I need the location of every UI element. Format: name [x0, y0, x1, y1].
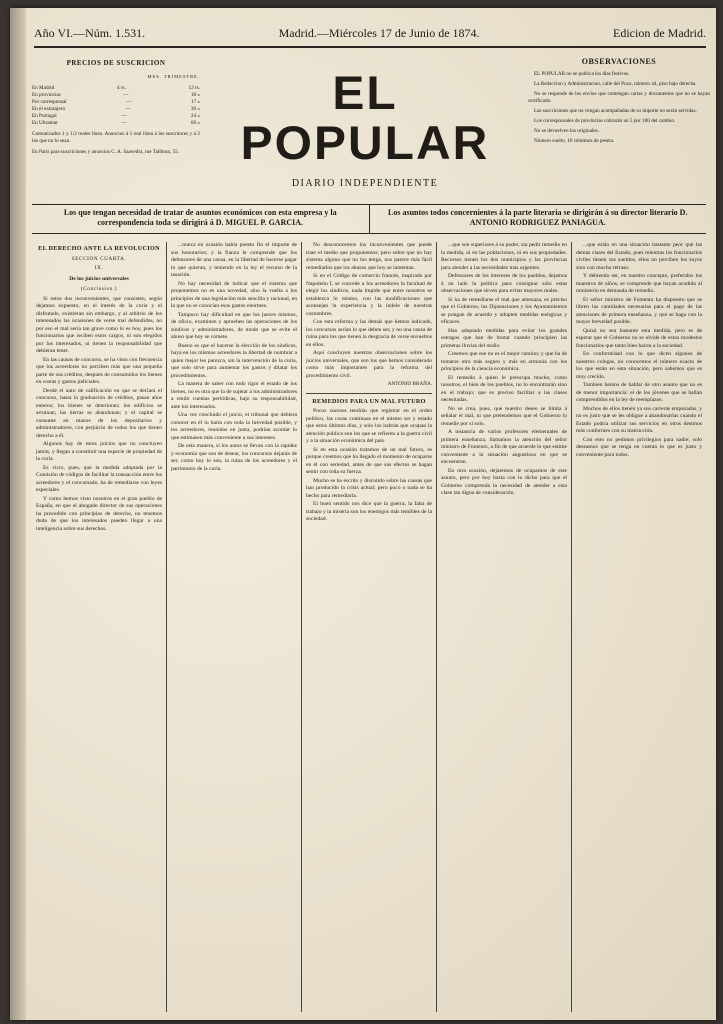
subscription-columns: MES. TRIMESTRE.	[147, 74, 200, 79]
paragraph: ...que son superiores á su poder, sin pedir remedio en la medida, ni en las poblaciones, ni en sus propiedades. Recursos tienen los dos municipios y las provincias para atender a las necesidades más urgentes.	[441, 242, 567, 271]
paragraph: Han adoptado medidas para evitar los grandes estragos que han de brotar cuando principien las primeras lluvias del otoño.	[441, 327, 567, 349]
paragraph: Tambien hemos de hablar de otro asunto que no es de menor importancia: el de los jóvenes que se hallan comprendidos en la ley de reemplazos.	[576, 382, 702, 403]
divider	[306, 393, 432, 394]
subscription-row: En provincias — 18 »	[32, 92, 200, 98]
article-columns	[32, 242, 706, 1012]
notice-literary: Los asuntos todos concernientes á la parte literaria se dirigirán á su director literario D. ANTONIO RODRIGUEZ PANIAGUA.	[388, 208, 688, 227]
continuation: (Conclusion.)	[80, 286, 118, 292]
column-1	[32, 242, 167, 1012]
paragraph: De esta manera, si los autos se llevan con la rapidez y economía que son de desear, los concursos dejarán de ser, como hoy lo son, la ruina de los acreedores y el patrimonio de la curia.	[171, 443, 297, 472]
paragraph: Y como hemos visto nosotros en el gran pueblo de España, en que el abogado director de sus operaciones ha procedido con principios de derecho, no tenemos duda de que los interesados pueden llegar a una inteligencia sobre sus derechos.	[36, 495, 162, 532]
paragraph: En otra ocasión, dejaremos de ocuparnos de este asunto, pero por hoy basta con lo dicho para que el Gobierno comprenda la necesidad de atender a esta clase tan digna de consideración.	[441, 467, 567, 496]
roman-numeral: IX.	[94, 265, 104, 271]
observation-item: EL POPULAR no se publica los dias festivos.	[534, 71, 630, 77]
paragraph: Y debiendo ser, en nuestro concepto, preferidos los maestros de niños, se comprende que hayan acudido al ministerio en demanda de remedio.	[576, 273, 702, 294]
newspaper-title: EL POPULAR	[240, 66, 490, 169]
paragraph: Con esto no pedimos privilegios para nadie; solo deseamos que se tenga en cuenta lo que es justo y conveniente para todos.	[576, 436, 702, 458]
subscription-row: En Madrid 4 rs. 12 rs.	[32, 85, 200, 91]
paragraph: ...que están en una situación bastante peor que las demás clases del Estado, pues mientras los funcionarios civiles tienen sus sueldos, ellos no perciben los suyos sino con mucho retraso.	[576, 242, 702, 271]
article-subtitle: De los juicios universales	[69, 275, 129, 282]
notice-economic: Los que tengan necesidad de tratar de asuntos económicos con esta empresa y la correspondencia toda se dirigirá á D. MIGUEL P. GARCIA.	[32, 205, 370, 233]
paragraph: Si en esta ocasión tratamos de un mal futuro, es porque creemos que ha llegado el momento de ocuparse en él con seriedad, antes de que sus efectos se hagan sentir con toda su fuerza.	[306, 446, 432, 475]
observations-title: OBSERVACIONES	[581, 58, 657, 66]
observation-item: No se responde de los envíos que contengan cartas y documentos que no se hayan certificado.	[528, 91, 710, 104]
paragraph: Mucho se ha escrito y discutido sobre las causas que han producido la crisis actual; pero poco o nada se ha hecho para remediarla.	[306, 477, 432, 499]
paragraph: Si en el Código de comercio francés, inspirado por Napoleón I, se concede a los acreedores la facultad de elegir los síndicos, nada impide que entre nosotros se establezca lo mismo, con las modificaciones que aconsejan la experiencia y la índole de nuestras costumbres.	[306, 273, 432, 317]
subscription-row: En el extranjero — 30 »	[32, 106, 200, 112]
newspaper-subtitle: DIARIO INDEPENDIENTE	[291, 178, 439, 189]
paragraph: Defensores de los intereses de los pueblos, dejamos á un lado la política para consignar sólo estas observaciones que sirven para evitar mayores males.	[441, 273, 567, 294]
notices-bar	[32, 204, 706, 234]
place-date: Madrid.—Miércoles 17 de Junio de 1874.	[278, 26, 480, 40]
author-signature: ANTONIO BRAÑA.	[387, 381, 432, 387]
paragraph: Con esta reforma y las demás que hemos indicado, los concursos serían lo que deben ser, y no una causa de ruina para los que tienen la desgracia de verse envueltos en ellos.	[306, 319, 432, 348]
article-title: EL DERECHO ANTE LA REVOLUCION	[38, 245, 160, 252]
paragraph: Creemos que ese no es el mejor camino; y que ha de tomarse otro más seguro y más en armonía con los principios de la ciencia económica.	[441, 351, 567, 372]
binding-edge	[10, 8, 26, 1020]
paragraph: Aquí concluyen nuestras observaciones sobre los juicios universales, que son los que hemos considerado como más importantes para la reforma del procedimiento civil.	[306, 350, 432, 379]
paragraph: La manera de saber con todo rigor el estado de los bienes, no es otra que la de sujetar a los administradores a rendir cuentas periódicas, bajo su responsabilidad, ante los interesados.	[171, 381, 297, 410]
paragraph: En conformidad con lo que dicen algunos de nuestros colegas, no conocemos el número exacto de los que están en esta situación, pero sabemos que es muy crecido.	[576, 351, 702, 380]
section-label: SECCION CUARTA.	[71, 255, 127, 262]
paragraph: El buen sentido nos dice que la guerra, la falta de trabajo y la miseria son los enemigos más temibles de la sociedad.	[306, 501, 432, 522]
observations-box	[528, 58, 710, 218]
paragraph: Una vez concluido el juicio, el tribunal que debiera conocer en él lo haría con toda la brevedad posible, y los acreedores, reunidos en junta, podrían acordar lo que estimasen más conveniente a sus intereses.	[171, 412, 297, 441]
paragraph: A instancia de varios profesores elementales de primera enseñanza, llamamos la atención del señor ministro de Fomento, a fin de que acuerde lo que estime conveniente a la situación angustiosa en que se encuentran.	[441, 429, 567, 465]
paragraph: Pocos sucesos tendrán que registrar en el orden político, las cosas contínuas en el mismo ser y estado que estos últimos días, y solo los habrán que ocupan la atención pública son los que se refieren a la guerra civil y a la situación económica del país.	[306, 408, 432, 444]
column-5	[572, 242, 706, 1012]
edition: Edicion de Madrid.	[613, 26, 706, 40]
paragraph: Muchos de ellos tienen ya sus carreras empezadas, y no es justo que se les obligue a abandonarlas cuando el Estado podría utilizar sus servicios en otros destinos más conformes con su instrucción.	[576, 405, 702, 434]
paragraph: En las causas de concurso, se ha visto con frecuencia que los acreedores no perciben más que una pequeña parte de sus créditos, después de consumidos los bienes en costas y gastos judiciales.	[36, 356, 162, 385]
paragraph: Si ha de remediarse el mal que amenaza, es preciso que el Gobierno, las Diputaciones y los Ayuntamientos se pongan de acuerdo y adopten medidas enérgicas y eficaces.	[441, 296, 567, 325]
paragraph: No desconocemos los inconvenientes que puede traer el medio que proponemos; pero sobre que no hay sistema alguno que no los tenga, nos parece más fácil remediarlos que los abusos que hoy se lamentan.	[306, 242, 432, 271]
observation-item: Número suelto, 10 céntimos de peseta.	[534, 138, 615, 144]
paragraph: ...nunca en ocasión había puesto fin el importe de sus honorarios; y la fianza le comprende que los defensores de una causa, en la libertad de hacerse pagar lo que quieran, y teniendo en la ley el recurso de la tasación.	[171, 242, 297, 278]
newspaper-page	[10, 8, 716, 1020]
masthead	[215, 68, 515, 189]
article-title: REMEDIOS PARA UN MAL FUTURO	[312, 397, 426, 405]
subscription-row: En Portugal — 24 »	[32, 113, 200, 119]
observation-item: Los corresponsales de provincias cobrarán un 5 por 100 del cambio.	[534, 118, 676, 124]
paragraph: El remedio á quien le preocupa mucho, como nosotros, el bien de los pueblos, no lo encontrarán sino en el trabajo; que es preciso facilitar a las clases necesitadas.	[441, 374, 567, 403]
year-number: Año VI.—Núm. 1.531.	[34, 26, 146, 40]
paragraph: No hay necesidad de indicar que el sistema que proponemos no es una novedad, sino la vuelta a los principios de una legislación más sencilla y racional, en la que no se conocían esos gastos enormes.	[171, 280, 297, 309]
paragraph: El señor ministro de Fomento ha dispuesto que se libren las cantidades necesarias para el pago de las atenciones de primera enseñanza, y que se haga con la mayor brevedad posible.	[576, 296, 702, 325]
subscription-row: En Ultramar — 60 »	[32, 120, 200, 126]
paragraph: Quizá no sea bastante esta medida, pero es de esperar que el Gobierno no se olvide de estos modestos funcionarios que tanto bien hacen a la sociedad.	[576, 327, 702, 349]
paragraph: Si estos dos inconvenientes, que consisten, según dejamos expuesto, en el interés de la curia y el disfrutado, existieran sin embargo, y al arbitrio de los interesados las ocasiones de verse mal defendidos, no por eso el mal sería tan grave como lo es hoy, pues los funcionarios que reciben estos cargos, ni son elegidos por los interesados, ni tienen la responsabilidad que debieran tener.	[36, 295, 162, 354]
subscription-note: Comunicados 1 y 1/2 reales línea. Anuncios á 1 real línea á los suscritores y á 2 los que no lo sean.	[32, 131, 200, 144]
column-2	[167, 242, 302, 1012]
subscription-prices	[32, 60, 200, 220]
observation-item: No se devuelven los originales.	[534, 128, 599, 134]
subscription-title: PRECIOS DE SUSCRICION	[66, 60, 166, 67]
subscription-row: Por corresponsal — 17 »	[32, 99, 200, 105]
column-3	[302, 242, 437, 1012]
paragraph: Tampoco hay dificultad en que los jueces mismos, de oficio, examinen y aprueben las operaciones de los síndicos y administradores, de modo que se evite el abuso que hoy se comete.	[171, 311, 297, 340]
paragraph: Algunos hay de estos juicios que no concluyen jamás, y llegan a constituir una especie de propiedad de la curia.	[36, 441, 162, 462]
column-4	[437, 242, 572, 1012]
subscription-paris-note: En Paris para suscriciones y anuncios C. A. Saavedra, rue Taitbout, 55.	[32, 149, 180, 155]
observation-item: La Redaccion y Administracion, calle del Pozo, número 44, piso bajo derecha.	[534, 81, 697, 87]
observation-item: Las suscriciones que no vengan acompañadas de su importe no serán servidas.	[534, 108, 697, 114]
paragraph: Bueno es que el hacerse la elección de los síndicos, haya en los mismos acreedores la libertad de nombrar a quien mejor les parezca, sin la intervención de la curia, que solo sirve para aumentar los gastos y dilatar los procedimientos.	[171, 342, 297, 379]
header-line	[34, 26, 706, 48]
paragraph: No se crea, pues, que nuestro deseo se limita á señalar el mal, ni que pretendemos que el Gobierno lo remedie por sí solo.	[441, 405, 567, 427]
paragraph: Es vicio, pues, que la medida adoptada por la Comisión de códigos de facilitar la transacción entre los acreedores y el concursado, ha de remediarse con leyes especiales.	[36, 464, 162, 493]
paragraph: Desde el auto de calificación en que se declara el concurso, hasta la graduación de créditos, pasan años enteros; los bienes se deterioran; los edificios se arruinan; las tierras se abandonan; y el capital se consume en manos de los depositarios y administradores, con perjuicio de todos los que tienen derecho a él.	[36, 387, 162, 439]
